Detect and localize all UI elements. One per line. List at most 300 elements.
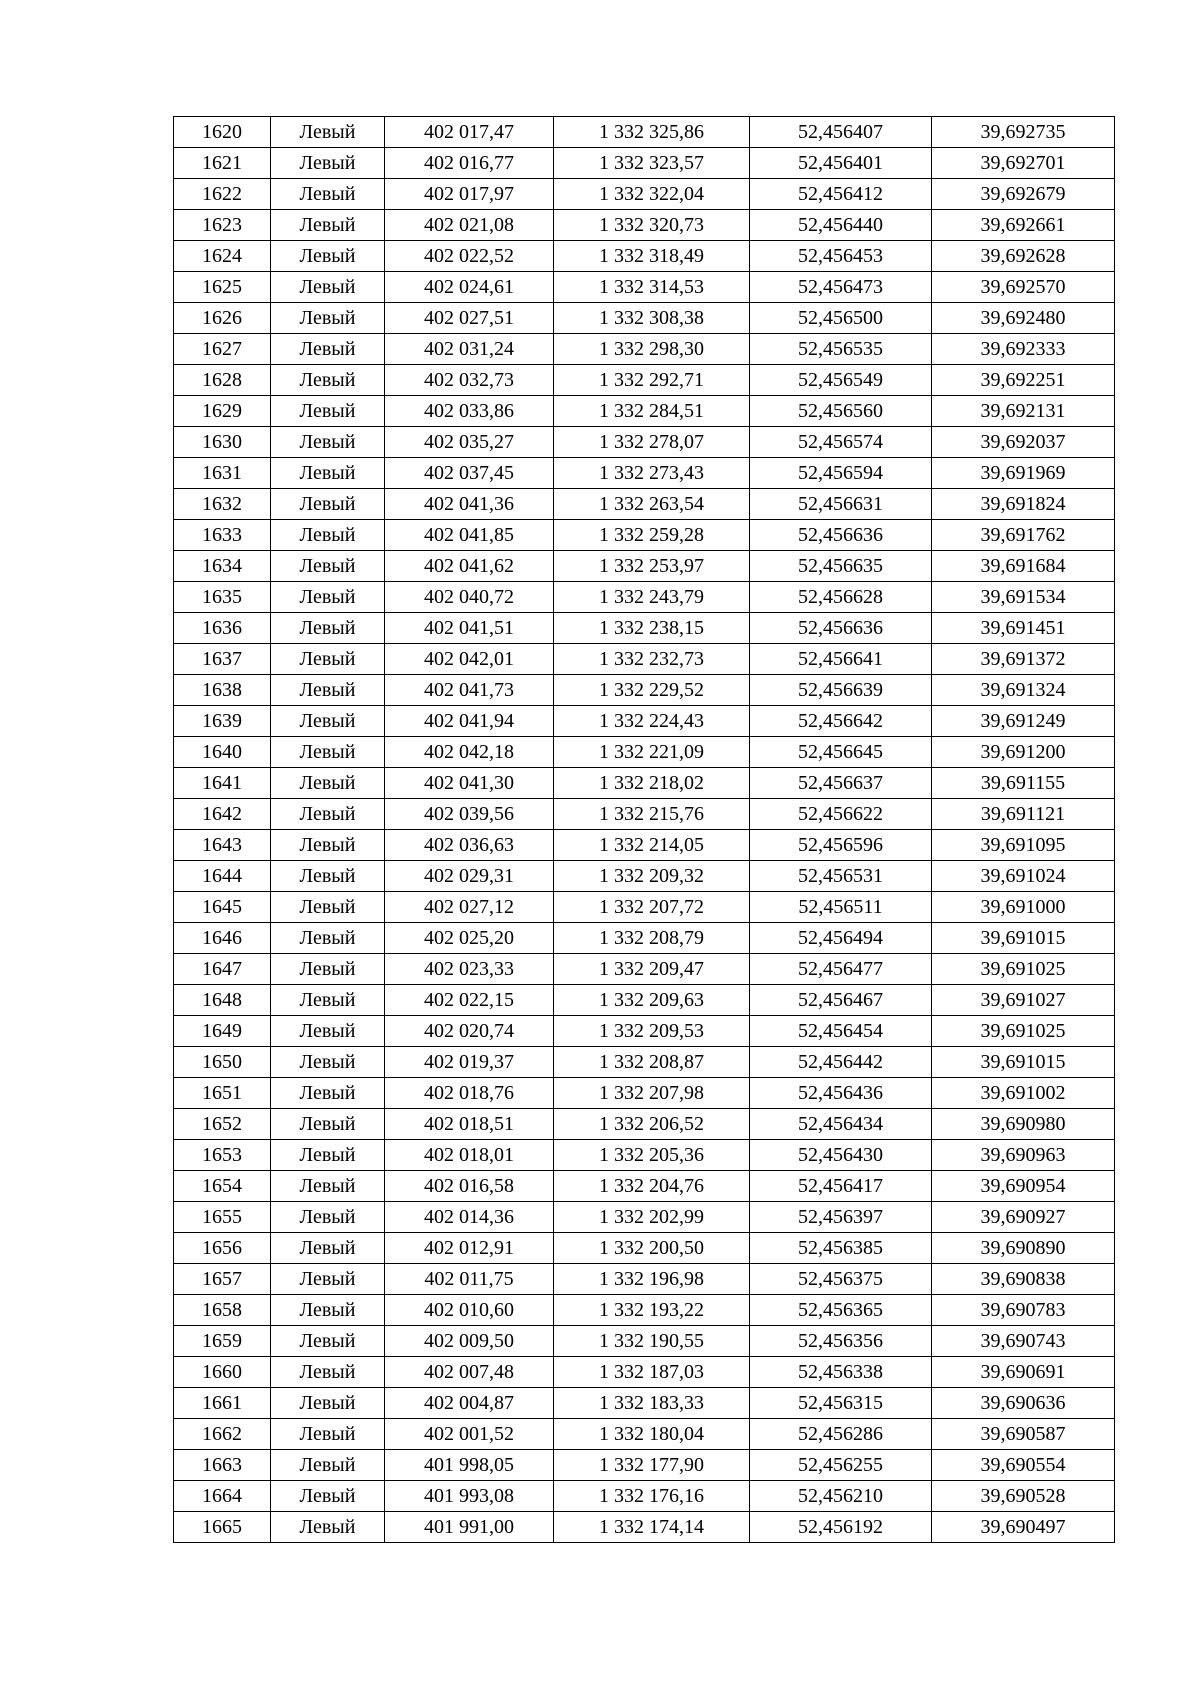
latitude-cell: 52,456535	[750, 334, 932, 365]
side-cell: Левый	[271, 1481, 385, 1512]
point-number-cell: 1641	[174, 768, 271, 799]
x-coordinate-cell: 402 041,36	[385, 489, 554, 520]
side-cell: Левый	[271, 830, 385, 861]
side-cell: Левый	[271, 272, 385, 303]
table-row	[174, 1171, 1115, 1202]
x-coordinate-cell: 402 027,12	[385, 892, 554, 923]
y-coordinate-cell: 1 332 200,50	[554, 1233, 750, 1264]
side-cell: Левый	[271, 365, 385, 396]
y-coordinate-cell: 1 332 176,16	[554, 1481, 750, 1512]
point-number-cell: 1631	[174, 458, 271, 489]
longitude-cell: 39,692701	[932, 148, 1115, 179]
point-number-cell: 1664	[174, 1481, 271, 1512]
y-coordinate-cell: 1 332 323,57	[554, 148, 750, 179]
x-coordinate-cell: 401 998,05	[385, 1450, 554, 1481]
point-number-cell: 1638	[174, 675, 271, 706]
latitude-cell: 52,456286	[750, 1419, 932, 1450]
x-coordinate-cell: 402 036,63	[385, 830, 554, 861]
y-coordinate-cell: 1 332 206,52	[554, 1109, 750, 1140]
table-row	[174, 1450, 1115, 1481]
side-cell: Левый	[271, 1512, 385, 1543]
longitude-cell: 39,692480	[932, 303, 1115, 334]
latitude-cell: 52,456385	[750, 1233, 932, 1264]
latitude-cell: 52,456636	[750, 520, 932, 551]
side-cell: Левый	[271, 954, 385, 985]
x-coordinate-cell: 402 021,08	[385, 210, 554, 241]
longitude-cell: 39,690890	[932, 1233, 1115, 1264]
table-row	[174, 582, 1115, 613]
table-row	[174, 644, 1115, 675]
point-number-cell: 1656	[174, 1233, 271, 1264]
y-coordinate-cell: 1 332 177,90	[554, 1450, 750, 1481]
y-coordinate-cell: 1 332 259,28	[554, 520, 750, 551]
side-cell: Левый	[271, 117, 385, 148]
point-number-cell: 1635	[174, 582, 271, 613]
side-cell: Левый	[271, 1016, 385, 1047]
side-cell: Левый	[271, 489, 385, 520]
x-coordinate-cell: 402 041,51	[385, 613, 554, 644]
longitude-cell: 39,692661	[932, 210, 1115, 241]
latitude-cell: 52,456549	[750, 365, 932, 396]
latitude-cell: 52,456375	[750, 1264, 932, 1295]
side-cell: Левый	[271, 1450, 385, 1481]
x-coordinate-cell: 402 042,01	[385, 644, 554, 675]
latitude-cell: 52,456473	[750, 272, 932, 303]
x-coordinate-cell: 402 042,18	[385, 737, 554, 768]
longitude-cell: 39,690838	[932, 1264, 1115, 1295]
point-number-cell: 1623	[174, 210, 271, 241]
latitude-cell: 52,456365	[750, 1295, 932, 1326]
x-coordinate-cell: 402 031,24	[385, 334, 554, 365]
table-row	[174, 272, 1115, 303]
longitude-cell: 39,690691	[932, 1357, 1115, 1388]
point-number-cell: 1632	[174, 489, 271, 520]
table-row	[174, 1233, 1115, 1264]
point-number-cell: 1630	[174, 427, 271, 458]
longitude-cell: 39,692251	[932, 365, 1115, 396]
side-cell: Левый	[271, 582, 385, 613]
longitude-cell: 39,690587	[932, 1419, 1115, 1450]
y-coordinate-cell: 1 332 314,53	[554, 272, 750, 303]
latitude-cell: 52,456494	[750, 923, 932, 954]
latitude-cell: 52,456454	[750, 1016, 932, 1047]
table-row	[174, 830, 1115, 861]
latitude-cell: 52,456397	[750, 1202, 932, 1233]
x-coordinate-cell: 402 040,72	[385, 582, 554, 613]
side-cell: Левый	[271, 1357, 385, 1388]
y-coordinate-cell: 1 332 325,86	[554, 117, 750, 148]
point-number-cell: 1643	[174, 830, 271, 861]
side-cell: Левый	[271, 1295, 385, 1326]
point-number-cell: 1644	[174, 861, 271, 892]
longitude-cell: 39,691969	[932, 458, 1115, 489]
longitude-cell: 39,691451	[932, 613, 1115, 644]
longitude-cell: 39,690636	[932, 1388, 1115, 1419]
latitude-cell: 52,456641	[750, 644, 932, 675]
point-number-cell: 1653	[174, 1140, 271, 1171]
x-coordinate-cell: 402 041,94	[385, 706, 554, 737]
longitude-cell: 39,690554	[932, 1450, 1115, 1481]
side-cell: Левый	[271, 1233, 385, 1264]
longitude-cell: 39,691762	[932, 520, 1115, 551]
table-row	[174, 861, 1115, 892]
y-coordinate-cell: 1 332 180,04	[554, 1419, 750, 1450]
longitude-cell: 39,691000	[932, 892, 1115, 923]
point-number-cell: 1629	[174, 396, 271, 427]
x-coordinate-cell: 402 019,37	[385, 1047, 554, 1078]
latitude-cell: 52,456622	[750, 799, 932, 830]
latitude-cell: 52,456639	[750, 675, 932, 706]
latitude-cell: 52,456442	[750, 1047, 932, 1078]
y-coordinate-cell: 1 332 190,55	[554, 1326, 750, 1357]
longitude-cell: 39,691002	[932, 1078, 1115, 1109]
latitude-cell: 52,456412	[750, 179, 932, 210]
table-row	[174, 892, 1115, 923]
side-cell: Левый	[271, 923, 385, 954]
latitude-cell: 52,456642	[750, 706, 932, 737]
longitude-cell: 39,691121	[932, 799, 1115, 830]
y-coordinate-cell: 1 332 207,98	[554, 1078, 750, 1109]
side-cell: Левый	[271, 1264, 385, 1295]
x-coordinate-cell: 402 041,30	[385, 768, 554, 799]
x-coordinate-cell: 402 016,77	[385, 148, 554, 179]
x-coordinate-cell: 402 017,47	[385, 117, 554, 148]
point-number-cell: 1627	[174, 334, 271, 365]
latitude-cell: 52,456356	[750, 1326, 932, 1357]
x-coordinate-cell: 402 016,58	[385, 1171, 554, 1202]
side-cell: Левый	[271, 458, 385, 489]
x-coordinate-cell: 402 027,51	[385, 303, 554, 334]
point-number-cell: 1660	[174, 1357, 271, 1388]
y-coordinate-cell: 1 332 263,54	[554, 489, 750, 520]
y-coordinate-cell: 1 332 204,76	[554, 1171, 750, 1202]
x-coordinate-cell: 402 032,73	[385, 365, 554, 396]
point-number-cell: 1625	[174, 272, 271, 303]
latitude-cell: 52,456430	[750, 1140, 932, 1171]
longitude-cell: 39,691015	[932, 1047, 1115, 1078]
table-row	[174, 241, 1115, 272]
side-cell: Левый	[271, 1419, 385, 1450]
point-number-cell: 1659	[174, 1326, 271, 1357]
point-number-cell: 1620	[174, 117, 271, 148]
coordinates-table	[173, 116, 1115, 1543]
longitude-cell: 39,692628	[932, 241, 1115, 272]
table-row	[174, 1264, 1115, 1295]
y-coordinate-cell: 1 332 278,07	[554, 427, 750, 458]
table-row	[174, 1140, 1115, 1171]
side-cell: Левый	[271, 1326, 385, 1357]
table-row	[174, 923, 1115, 954]
point-number-cell: 1662	[174, 1419, 271, 1450]
x-coordinate-cell: 402 014,36	[385, 1202, 554, 1233]
point-number-cell: 1652	[174, 1109, 271, 1140]
latitude-cell: 52,456635	[750, 551, 932, 582]
x-coordinate-cell: 402 025,20	[385, 923, 554, 954]
table-row	[174, 520, 1115, 551]
point-number-cell: 1639	[174, 706, 271, 737]
side-cell: Левый	[271, 303, 385, 334]
side-cell: Левый	[271, 210, 385, 241]
y-coordinate-cell: 1 332 224,43	[554, 706, 750, 737]
latitude-cell: 52,456401	[750, 148, 932, 179]
longitude-cell: 39,690783	[932, 1295, 1115, 1326]
table-row	[174, 117, 1115, 148]
latitude-cell: 52,456531	[750, 861, 932, 892]
longitude-cell: 39,692333	[932, 334, 1115, 365]
side-cell: Левый	[271, 1202, 385, 1233]
longitude-cell: 39,691027	[932, 985, 1115, 1016]
point-number-cell: 1622	[174, 179, 271, 210]
longitude-cell: 39,692037	[932, 427, 1115, 458]
y-coordinate-cell: 1 332 232,73	[554, 644, 750, 675]
latitude-cell: 52,456500	[750, 303, 932, 334]
x-coordinate-cell: 401 991,00	[385, 1512, 554, 1543]
longitude-cell: 39,691024	[932, 861, 1115, 892]
point-number-cell: 1655	[174, 1202, 271, 1233]
point-number-cell: 1642	[174, 799, 271, 830]
latitude-cell: 52,456477	[750, 954, 932, 985]
side-cell: Левый	[271, 892, 385, 923]
side-cell: Левый	[271, 1078, 385, 1109]
table-row	[174, 706, 1115, 737]
y-coordinate-cell: 1 332 207,72	[554, 892, 750, 923]
side-cell: Левый	[271, 179, 385, 210]
y-coordinate-cell: 1 332 209,32	[554, 861, 750, 892]
point-number-cell: 1647	[174, 954, 271, 985]
side-cell: Левый	[271, 148, 385, 179]
side-cell: Левый	[271, 334, 385, 365]
table-row	[174, 954, 1115, 985]
point-number-cell: 1650	[174, 1047, 271, 1078]
y-coordinate-cell: 1 332 209,63	[554, 985, 750, 1016]
coordinates-table-body	[174, 117, 1115, 1543]
table-row	[174, 768, 1115, 799]
side-cell: Левый	[271, 520, 385, 551]
x-coordinate-cell: 402 011,75	[385, 1264, 554, 1295]
x-coordinate-cell: 402 007,48	[385, 1357, 554, 1388]
y-coordinate-cell: 1 332 218,02	[554, 768, 750, 799]
y-coordinate-cell: 1 332 202,99	[554, 1202, 750, 1233]
table-row	[174, 1512, 1115, 1543]
y-coordinate-cell: 1 332 208,79	[554, 923, 750, 954]
x-coordinate-cell: 402 010,60	[385, 1295, 554, 1326]
table-row	[174, 179, 1115, 210]
table-row	[174, 1109, 1115, 1140]
x-coordinate-cell: 402 001,52	[385, 1419, 554, 1450]
y-coordinate-cell: 1 332 298,30	[554, 334, 750, 365]
longitude-cell: 39,691025	[932, 954, 1115, 985]
y-coordinate-cell: 1 332 209,47	[554, 954, 750, 985]
latitude-cell: 52,456560	[750, 396, 932, 427]
x-coordinate-cell: 402 041,85	[385, 520, 554, 551]
side-cell: Левый	[271, 861, 385, 892]
x-coordinate-cell: 402 020,74	[385, 1016, 554, 1047]
x-coordinate-cell: 402 018,51	[385, 1109, 554, 1140]
longitude-cell: 39,691015	[932, 923, 1115, 954]
side-cell: Левый	[271, 1388, 385, 1419]
side-cell: Левый	[271, 985, 385, 1016]
y-coordinate-cell: 1 332 243,79	[554, 582, 750, 613]
latitude-cell: 52,456440	[750, 210, 932, 241]
point-number-cell: 1634	[174, 551, 271, 582]
side-cell: Левый	[271, 737, 385, 768]
table-row	[174, 1016, 1115, 1047]
table-row	[174, 1078, 1115, 1109]
point-number-cell: 1637	[174, 644, 271, 675]
y-coordinate-cell: 1 332 253,97	[554, 551, 750, 582]
y-coordinate-cell: 1 332 187,03	[554, 1357, 750, 1388]
point-number-cell: 1640	[174, 737, 271, 768]
point-number-cell: 1633	[174, 520, 271, 551]
table-row	[174, 551, 1115, 582]
point-number-cell: 1626	[174, 303, 271, 334]
y-coordinate-cell: 1 332 174,14	[554, 1512, 750, 1543]
longitude-cell: 39,692570	[932, 272, 1115, 303]
table-row	[174, 1326, 1115, 1357]
x-coordinate-cell: 402 018,01	[385, 1140, 554, 1171]
longitude-cell: 39,692131	[932, 396, 1115, 427]
latitude-cell: 52,456255	[750, 1450, 932, 1481]
point-number-cell: 1648	[174, 985, 271, 1016]
y-coordinate-cell: 1 332 229,52	[554, 675, 750, 706]
side-cell: Левый	[271, 799, 385, 830]
y-coordinate-cell: 1 332 320,73	[554, 210, 750, 241]
longitude-cell: 39,690980	[932, 1109, 1115, 1140]
latitude-cell: 52,456417	[750, 1171, 932, 1202]
table-row	[174, 365, 1115, 396]
x-coordinate-cell: 402 041,62	[385, 551, 554, 582]
x-coordinate-cell: 402 004,87	[385, 1388, 554, 1419]
point-number-cell: 1646	[174, 923, 271, 954]
y-coordinate-cell: 1 332 214,05	[554, 830, 750, 861]
latitude-cell: 52,456315	[750, 1388, 932, 1419]
point-number-cell: 1649	[174, 1016, 271, 1047]
table-row	[174, 1357, 1115, 1388]
y-coordinate-cell: 1 332 215,76	[554, 799, 750, 830]
longitude-cell: 39,691372	[932, 644, 1115, 675]
side-cell: Левый	[271, 768, 385, 799]
table-row	[174, 1481, 1115, 1512]
point-number-cell: 1658	[174, 1295, 271, 1326]
y-coordinate-cell: 1 332 193,22	[554, 1295, 750, 1326]
longitude-cell: 39,691200	[932, 737, 1115, 768]
y-coordinate-cell: 1 332 273,43	[554, 458, 750, 489]
y-coordinate-cell: 1 332 209,53	[554, 1016, 750, 1047]
side-cell: Левый	[271, 396, 385, 427]
y-coordinate-cell: 1 332 308,38	[554, 303, 750, 334]
longitude-cell: 39,690497	[932, 1512, 1115, 1543]
table-row	[174, 737, 1115, 768]
table-row	[174, 1419, 1115, 1450]
x-coordinate-cell: 402 022,15	[385, 985, 554, 1016]
longitude-cell: 39,690954	[932, 1171, 1115, 1202]
point-number-cell: 1645	[174, 892, 271, 923]
longitude-cell: 39,691534	[932, 582, 1115, 613]
side-cell: Левый	[271, 1109, 385, 1140]
y-coordinate-cell: 1 332 183,33	[554, 1388, 750, 1419]
point-number-cell: 1628	[174, 365, 271, 396]
side-cell: Левый	[271, 1171, 385, 1202]
table-row	[174, 210, 1115, 241]
point-number-cell: 1651	[174, 1078, 271, 1109]
table-row	[174, 985, 1115, 1016]
point-number-cell: 1661	[174, 1388, 271, 1419]
point-number-cell: 1657	[174, 1264, 271, 1295]
longitude-cell: 39,691684	[932, 551, 1115, 582]
point-number-cell: 1621	[174, 148, 271, 179]
x-coordinate-cell: 402 018,76	[385, 1078, 554, 1109]
x-coordinate-cell: 402 039,56	[385, 799, 554, 830]
latitude-cell: 52,456636	[750, 613, 932, 644]
latitude-cell: 52,456511	[750, 892, 932, 923]
side-cell: Левый	[271, 1047, 385, 1078]
latitude-cell: 52,456594	[750, 458, 932, 489]
latitude-cell: 52,456210	[750, 1481, 932, 1512]
x-coordinate-cell: 402 023,33	[385, 954, 554, 985]
table-row	[174, 1295, 1115, 1326]
table-row	[174, 613, 1115, 644]
longitude-cell: 39,690528	[932, 1481, 1115, 1512]
table-row	[174, 1202, 1115, 1233]
x-coordinate-cell: 402 009,50	[385, 1326, 554, 1357]
y-coordinate-cell: 1 332 322,04	[554, 179, 750, 210]
latitude-cell: 52,456192	[750, 1512, 932, 1543]
table-row	[174, 303, 1115, 334]
longitude-cell: 39,691155	[932, 768, 1115, 799]
x-coordinate-cell: 402 024,61	[385, 272, 554, 303]
side-cell: Левый	[271, 1140, 385, 1171]
x-coordinate-cell: 402 035,27	[385, 427, 554, 458]
longitude-cell: 39,691025	[932, 1016, 1115, 1047]
table-row	[174, 799, 1115, 830]
y-coordinate-cell: 1 332 221,09	[554, 737, 750, 768]
point-number-cell: 1654	[174, 1171, 271, 1202]
longitude-cell: 39,691824	[932, 489, 1115, 520]
longitude-cell: 39,692679	[932, 179, 1115, 210]
latitude-cell: 52,456338	[750, 1357, 932, 1388]
side-cell: Левый	[271, 241, 385, 272]
side-cell: Левый	[271, 551, 385, 582]
longitude-cell: 39,690927	[932, 1202, 1115, 1233]
longitude-cell: 39,691249	[932, 706, 1115, 737]
longitude-cell: 39,691324	[932, 675, 1115, 706]
longitude-cell: 39,692735	[932, 117, 1115, 148]
table-row	[174, 396, 1115, 427]
x-coordinate-cell: 402 029,31	[385, 861, 554, 892]
x-coordinate-cell: 402 033,86	[385, 396, 554, 427]
point-number-cell: 1663	[174, 1450, 271, 1481]
latitude-cell: 52,456628	[750, 582, 932, 613]
table-row	[174, 1047, 1115, 1078]
latitude-cell: 52,456645	[750, 737, 932, 768]
x-coordinate-cell: 402 037,45	[385, 458, 554, 489]
x-coordinate-cell: 402 041,73	[385, 675, 554, 706]
point-number-cell: 1665	[174, 1512, 271, 1543]
y-coordinate-cell: 1 332 284,51	[554, 396, 750, 427]
x-coordinate-cell: 402 022,52	[385, 241, 554, 272]
table-row	[174, 1388, 1115, 1419]
latitude-cell: 52,456434	[750, 1109, 932, 1140]
latitude-cell: 52,456637	[750, 768, 932, 799]
table-row	[174, 334, 1115, 365]
latitude-cell: 52,456407	[750, 117, 932, 148]
longitude-cell: 39,690963	[932, 1140, 1115, 1171]
latitude-cell: 52,456453	[750, 241, 932, 272]
point-number-cell: 1636	[174, 613, 271, 644]
y-coordinate-cell: 1 332 292,71	[554, 365, 750, 396]
latitude-cell: 52,456436	[750, 1078, 932, 1109]
side-cell: Левый	[271, 706, 385, 737]
